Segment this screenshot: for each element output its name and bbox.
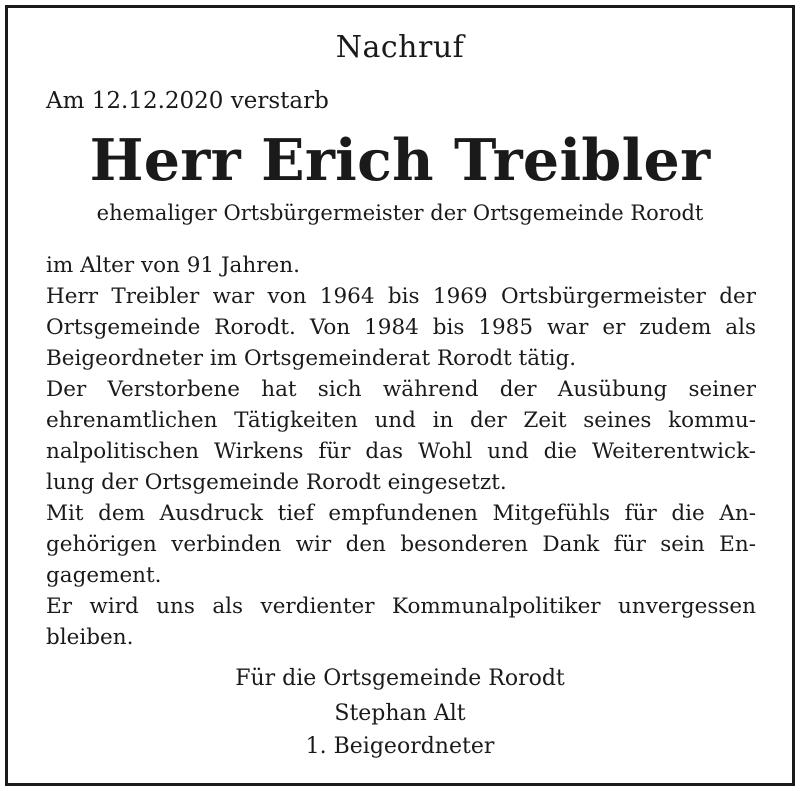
body-line: Beigeordneter im Ortsgemeinderat Rorodt tätig.: [46, 346, 577, 371]
death-date-line: Am 12.12.2020 verstarb: [46, 88, 329, 114]
notice-title: Nachruf: [335, 30, 465, 65]
signature-person: Stephan Alt: [334, 701, 466, 726]
body-line: gehörigen verbinden wir den besonderen Dank für sein En-: [46, 532, 756, 557]
signature-org: Für die Ortsgemeinde Rorodt: [235, 666, 565, 691]
deceased-role: ehemaliger Ortsbürgermeister der Ortsgemeinde Rorodt: [96, 201, 704, 225]
notice-body: [46, 250, 756, 653]
body-line: Er wird uns als verdienter Kommunalpolitiker unvergessen: [46, 594, 756, 619]
body-line: ehrenamtlichen Tätigkeiten und in der Zeit seines kommu-: [46, 408, 756, 433]
deceased-name: Herr Erich Treibler: [89, 127, 711, 194]
body-line: lung der Ortsgemeinde Rorodt eingesetzt.: [46, 470, 507, 495]
body-line: bleiben.: [46, 625, 134, 650]
body-line: Herr Treibler war von 1964 bis 1969 Ortsbürgermeister der: [46, 284, 756, 309]
body-line: im Alter von 91 Jahren.: [46, 253, 300, 278]
body-line: Der Verstorbene hat sich während der Ausübung seiner: [46, 377, 756, 402]
body-line: nalpolitischen Wirkens für das Wohl und die Weiterentwick-: [46, 439, 756, 464]
signature-position: 1. Beigeordneter: [305, 734, 495, 759]
body-line: Ortsgemeinde Rorodt. Von 1984 bis 1985 war er zudem als: [46, 315, 756, 340]
body-line: Mit dem Ausdruck tief empfundenen Mitgefühls für die An-: [46, 501, 756, 526]
body-line: gagement.: [46, 563, 162, 588]
